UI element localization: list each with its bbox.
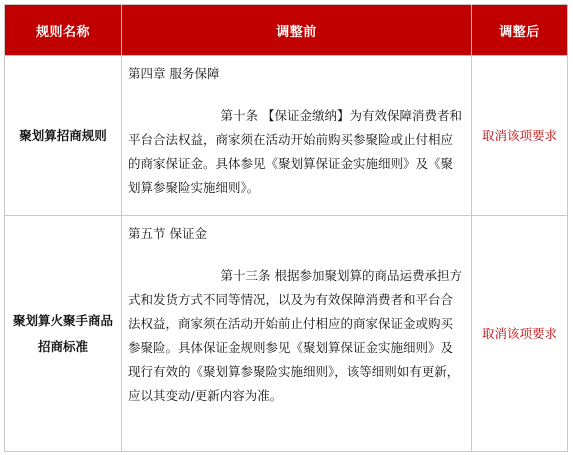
table-row — [5, 216, 568, 452]
after-cell — [472, 56, 568, 216]
header-after: 调整后 — [472, 5, 568, 56]
after-text: 取消该项要求 — [481, 325, 557, 341]
before-cell — [122, 216, 472, 452]
table-row — [5, 56, 568, 216]
rule-name-cell — [5, 216, 122, 452]
after-cell — [472, 216, 568, 452]
before-heading: 第四章 服务保障 — [128, 66, 220, 81]
table-header-row — [5, 5, 568, 56]
before-heading: 第五节 保证金 — [128, 226, 207, 241]
rule-name-cell — [5, 56, 122, 216]
before-body: 第十三条 根据参加聚划算的商品运费承担方式和发货方式不同等情况，以及为有效保障消费者和平台合法权益，商家须在活动开始前止付相应的商家保证金或购买参聚险。具体保证金规则参见《聚划算保证金实施细则》及现行有效的《聚划算参聚险实施细则》，该等细则如有更新，应以其变动/更新内容为准。 — [128, 268, 462, 403]
before-cell — [122, 56, 472, 216]
rules-adjustment-table — [4, 4, 568, 452]
header-before: 调整前 — [122, 5, 472, 56]
rule-name-text: 聚划算招商规则 — [19, 127, 107, 143]
before-body: 第十条 【保证金缴纳】为有效保障消费者和平台合法权益，商家须在活动开始前购买参聚险或止付相应的商家保证金。具体参见《聚划算保证金实施细则》及《聚划算参聚险实施细则》。 — [128, 108, 462, 195]
rule-name-text: 聚划算火聚手商品招商标准 — [12, 312, 113, 354]
after-text: 取消该项要求 — [481, 127, 557, 143]
header-rule-name: 规则名称 — [5, 5, 122, 56]
